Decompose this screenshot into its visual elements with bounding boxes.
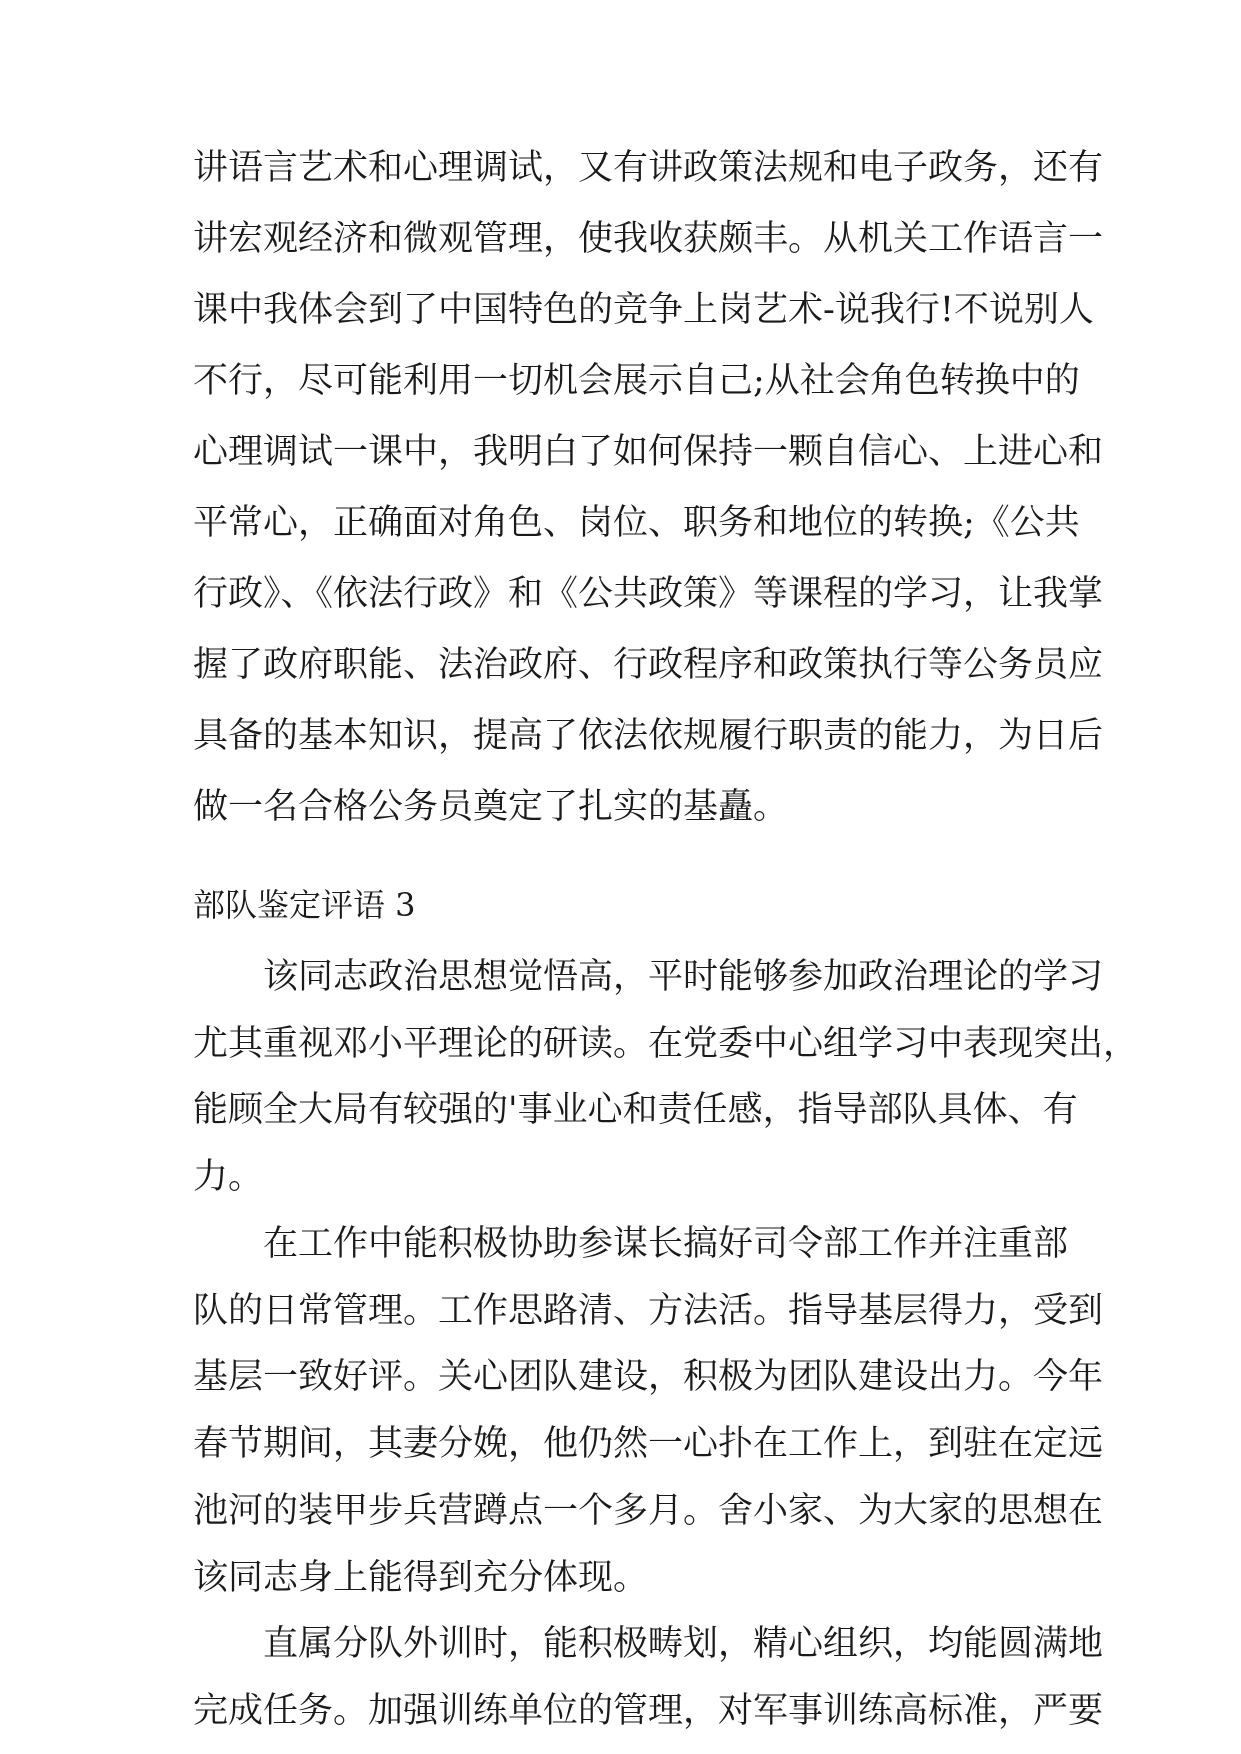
paragraph-line: 基层一致好评。关心团队建设，积极为团队建设出力。今年	[193, 1357, 1104, 1398]
paragraph-line: 尤其重视邓小平理论的研读。在党委中心组学习中表现突出，	[193, 1023, 1139, 1064]
paragraph-line: 行政》、《依法行政》和《公共政策》等课程的学习，让我掌	[193, 574, 1104, 614]
paragraph-line: 讲语言艺术和心理调试，又有讲政策法规和电子政务，还有	[193, 148, 1104, 188]
paragraph-line: 握了政府职能、法治政府、行政程序和政策执行等公务员应	[193, 645, 1104, 685]
paragraph-line: 在工作中能积极协助参谋长搞好司令部工作并注重部	[193, 1223, 1069, 1264]
paragraph-line: 平常心，正确面对角色、岗位、职务和地位的转换;《公共	[193, 503, 1080, 543]
paragraph-line: 池河的装甲步兵营蹲点一个多月。舍小家、为大家的思想在	[193, 1490, 1104, 1531]
paragraph-line: 春节期间，其妻分娩，他仍然一心扑在工作上，到驻在定远	[193, 1424, 1104, 1465]
paragraph-line: 具备的基本知识，提高了依法依规履行职责的能力，为日后	[193, 716, 1104, 756]
paragraph-line: 直属分队外训时，能积极畴划，精心组织，均能圆满地	[193, 1624, 1104, 1665]
paragraph-line: 完成任务。加强训练单位的管理，对军事训练高标准，严要	[193, 1691, 1104, 1731]
paragraph-line: 做一名合格公务员奠定了扎实的基矗。	[193, 787, 789, 827]
section-heading: 部队鉴定评语 3	[193, 886, 416, 924]
paragraph-line: 讲宏观经济和微观管理，使我收获颇丰。从机关工作语言一	[193, 219, 1104, 259]
paragraph-line: 不行，尽可能利用一切机会展示自己;从社会角色转换中的	[193, 361, 1080, 401]
paragraph-line: 队的日常管理。工作思路清、方法活。指导基层得力，受到	[193, 1290, 1104, 1331]
paragraph-line: 该同志身上能得到充分体现。	[193, 1557, 649, 1598]
paragraph-line: 力。	[193, 1157, 264, 1198]
paragraph-line: 心理调试一课中，我明白了如何保持一颗自信心、上进心和	[193, 432, 1104, 472]
paragraph-line: 课中我体会到了中国特色的竞争上岗艺术-说我行!不说别人	[193, 290, 1094, 330]
paragraph-line: 该同志政治思想觉悟高，平时能够参加政治理论的学习	[193, 957, 1104, 997]
paragraph-line: 能顾全大局有较强的'事业心和责任感，指导部队具体、有	[193, 1090, 1078, 1131]
